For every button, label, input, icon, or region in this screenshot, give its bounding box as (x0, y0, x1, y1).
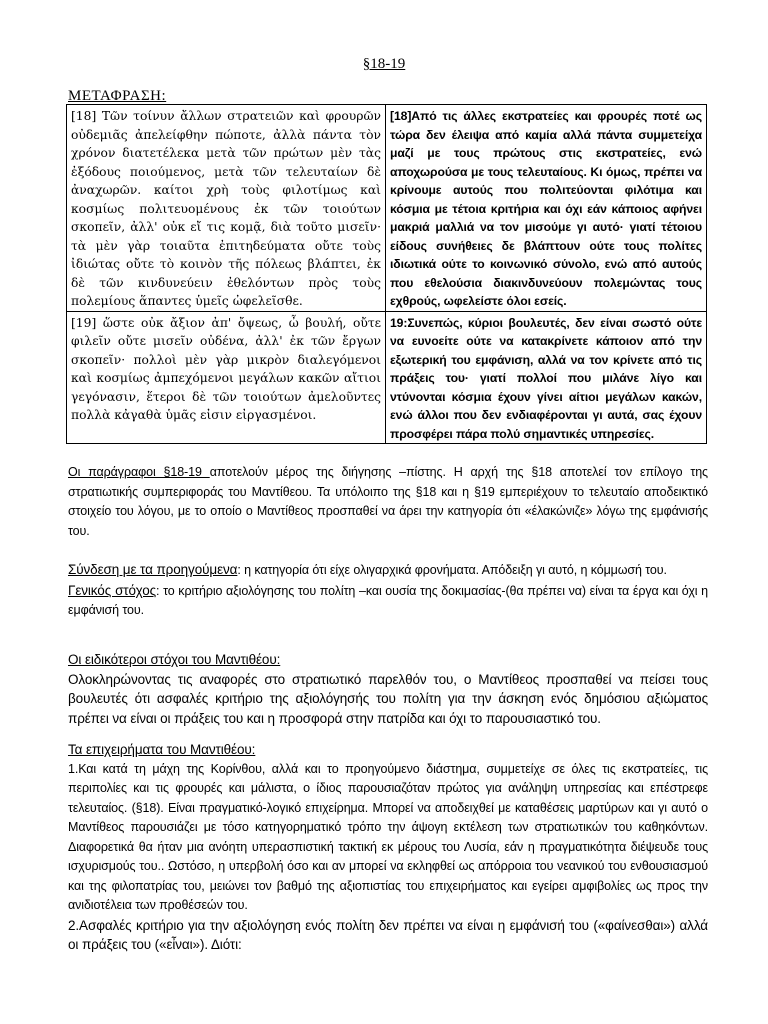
connection-text: : η κατηγορία ότι είχε ολιγαρχικά φρονήματα. Απόδειξη γι αυτό, η κόμμωσή του. (237, 563, 667, 577)
greek-paragraph-19: [19] ὥστε οὐκ ἄξιον ἀπ' ὄψεως, ὦ βουλή, οὔτε φιλεῖν οὔτε μισεῖν οὐδένα, ἀλλ' ἐκ τῶν ἔργων σκοπεῖν· πολλοὶ μὲν γὰρ μικρὸν διαλεγόμενοι καὶ κοσμίως ἀμπεχόμενοι μεγάλων κακῶν αἴτιοι γεγόνασιν, ἕτεροι δὲ τῶν τοιούτων ἀμελοῦντες πολλὰ κἀγαθὰ ὑμᾶς εἰσιν εἰργασμένοι. (71, 315, 381, 422)
general-goal-heading: Γενικός στόχος (68, 582, 157, 598)
greek-paragraph-18: [18] Τῶν τοίνυν ἄλλων στρατειῶν καὶ φρουρῶν οὐδεμιᾶς ἀπελείφθην πώποτε, ἀλλὰ πάντα τὸν χρόνον διατετέλεκα μετὰ τῶν πρώτων μὲν τὰς ἐξόδους ποιούμενος, μετὰ τῶν τελευταίων δὲ ἀναχωρῶν. καίτοι χρὴ τοὺς φιλοτίμως καὶ κοσμίως πολιτευομένους ἐκ τῶν τοιούτων σκοπεῖν, ἀλλ' οὐκ εἴ τις κομᾷ, διὰ τοῦτο μισεῖν· τὰ μὲν γὰρ τοιαῦτα ἐπιτηδεύματα οὔτε τοὺς ἰδιώτας οὔτε τὸ κοινὸν τῆς πόλεως βλάπτει, ἐκ δὲ τῶν κινδυνεύειν ἐθελόντων πρὸς τοὺς πολεμίους ἅπαντες ὑμεῖς ὠφελεῖσθε. (71, 109, 381, 308)
specific-goals-heading: Οι ειδικότεροι στόχοι του Μαντιθέου: (68, 652, 281, 667)
translation-label: ΜΕΤΑΦΡΑΣΗ: (68, 88, 167, 104)
connection-heading: Σύνδεση με τα προηγούμενα (68, 562, 238, 577)
table-row (67, 105, 707, 312)
general-goal-text: : το κριτήριο αξιολόγησης του πολίτη –και ουσία της δοκιμασίας-(θα πρέπει να) είναι τα έργα και όχι η εμφάνισή του. (68, 583, 709, 617)
translation-paragraph-18: [18]Από τις άλλες εκστρατείες και φρουρές ποτέ ως τώρα δεν έλειψα από καμία αλλά πάντα συμμετείχα μαζί με τους πρώτους στις εκστρατείες, ενώ αποχωρούσα με τους τελευταίους. Κι όμως, πρέπει να κρίνουμε αυτούς που πολιτεύονται φιλότιμα και κόσμια με τέτοια κριτήρια και όχι εάν κάποιος αφήνει μακριά μαλλιά να τον μισούμε γι αυτό· γιατί τέτοιου είδους συνήθειες δε βλάπτουν ούτε τους πολίτες ιδιωτικά ούτε το κοινωνικό σύνολο, ενώ από αυτούς που εθελούσια διακινδυνεύουν πολεμώντας τους εχθρούς, ωφελείστε όλοι εσείς. (390, 109, 702, 308)
page-title: §18-19 (362, 56, 406, 72)
specific-goals-section (68, 650, 708, 728)
argument-2: 2.Ασφαλές κριτήριο για την αξιολόγηση ενός πολίτη δεν πρέπει να είναι η εμφάνισή του («φαίνεσθαι») αλλά οι πράξεις του («εἶναι»). Διότι: (68, 917, 708, 952)
argument-1: 1.Και κατά τη μάχη της Κορίνθου, αλλά και το προηγούμενο διάστημα, συμμετείχε σε όλες τις εκστρατείες, τις περιπολίες και τις φρουρές και μάλιστα, ο ίδιος παρουσιαζόταν πρώτος για ανάληψη υπηρεσίας και επέστρεφε τελευταίος. (§18). Είναι πραγματικό-λογικό επιχείρημα. Μπορεί να αποδειχθεί με καταθέσεις μαρτύρων και γι αυτό ο Μαντίθεος παρουσιάζει με τόσο κατηγορηματικό τρόπο την άψογη εκτέλεση των στρατιωτικών του καθηκόντων. Διαφορετικά θα ήταν μια ανόητη υπερασπιστική τακτική εκ μέρους του Λυσία, εάν η πραγματικότητα διέψευδε τους ισχυρισμούς του.. Ωστόσο, η υπερβολή όσο και αν μπορεί να εκληφθεί ως απόρροια του νεανικού του ενθουσιασμού και της φιλοπατρίας του, μειώνει τον βαθμό της αξιοπιστίας του επιχειρήματος και εγείρει αμφιβολίες ως προς την ανιδιοτέλεια των προθέσεών του. (68, 761, 708, 912)
arguments-heading: Τα επιχειρήματα του Μαντιθέου: (68, 742, 256, 757)
intro-paragraph (68, 463, 708, 541)
translation-text-cell (386, 105, 707, 312)
translation-paragraph-19: 19:Συνεπώς, κύριοι βουλευτές, δεν είναι σωστό ούτε να ευνοείτε ούτε να κατακρίνετε κάποιον από την εξωτερική του εμφάνιση, αλλά να τον κρίνετε από τις πράξεις του· γιατί πολλοί που μιλάνε λίγο και ντύνονται κόσμια έχουν γίνει αίτιοι μεγάλων κακών, ενώ άλλοι που δεν ενδιαφέρονται γι αυτά, σας έχουν προσφέρει πάρα πολύ σημαντικές υπηρεσίες. (390, 315, 702, 441)
connection-section (68, 560, 708, 621)
specific-goals-text: Ολοκληρώνοντας τις αναφορές στο στρατιωτικό παρελθόν του, ο Μαντίθεος προσπαθεί να πείσει τους βουλευτές ότι ασφαλές κριτήριο της αξιολόγησής του πολίτη για την άσκηση ενός δημόσιου αξιώματος πρέπει να είναι οι πράξεις του και η προσφορά στην πατρίδα και όχι το παρουσιαστικό του. (68, 671, 708, 726)
greek-text-cell (67, 311, 386, 444)
translation-text-cell (386, 311, 707, 444)
intro-lead: Οι παράγραφοι §18-19 (68, 465, 210, 479)
intro-text: αποτελούν μέρος της διήγησης –πίστης. Η αρχή της §18 αποτελεί τον επίλογο της στρατιωτικής συμπεριφοράς του Μαντίθεου. Τα υπόλοιπο της §18 και η §19 εμπεριέχουν το τελευταίο αποδεικτικό στοιχείο του λόγου, με το οποίο ο Μαντίθεος προσπαθεί να άρει την κατηγορία ότι «έλακώνιζε» λόγω της εμφάνισής του. (68, 465, 708, 538)
arguments-section (68, 740, 708, 955)
greek-text-cell (67, 105, 386, 312)
translation-table (66, 104, 707, 444)
table-row (67, 311, 707, 444)
